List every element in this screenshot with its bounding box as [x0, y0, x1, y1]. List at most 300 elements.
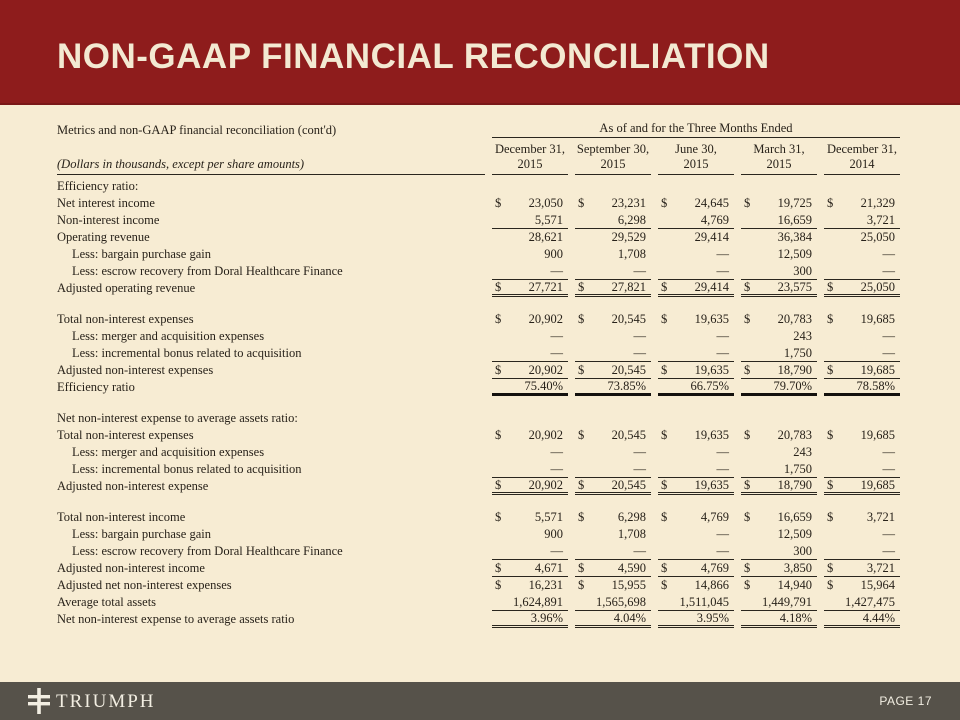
value-cell [492, 379, 568, 396]
cell-value: 1,750 [783, 346, 812, 360]
value-cell [824, 543, 900, 560]
value-cell [575, 560, 651, 577]
value-cell [741, 195, 817, 212]
cell-value: 3,850 [783, 561, 812, 575]
cell-value: 20,902 [528, 428, 563, 442]
table-row [57, 594, 903, 611]
currency-symbol: $ [744, 196, 751, 210]
table-row [57, 461, 903, 478]
currency-symbol: $ [744, 428, 751, 442]
currency-symbol: $ [495, 280, 502, 294]
table-row [57, 280, 903, 297]
cell-value: 23,050 [528, 196, 563, 210]
cell-value: 1,708 [617, 247, 646, 261]
cell-value: 19,685 [860, 363, 895, 377]
currency-symbol: $ [578, 510, 585, 524]
value-cell [492, 195, 568, 212]
currency-symbol: $ [827, 561, 834, 575]
cell-value: 15,964 [860, 578, 895, 592]
value-cell [741, 560, 817, 577]
currency-symbol: $ [827, 478, 834, 492]
cell-value: 243 [793, 329, 812, 343]
cell-value: 4,590 [617, 561, 646, 575]
row-label: Adjusted operating revenue [57, 281, 196, 295]
value-cell [741, 509, 817, 526]
value-cell [658, 311, 734, 328]
cell-value: — [633, 462, 646, 476]
value-cell [658, 577, 734, 594]
currency-symbol: $ [495, 196, 502, 210]
value-cell [658, 229, 734, 246]
cell-value: 4,769 [700, 213, 729, 227]
row-label: Less: incremental bonus related to acquisition [72, 462, 302, 476]
currency-symbol: $ [578, 561, 585, 575]
value-cell [824, 379, 900, 396]
currency-symbol: $ [744, 561, 751, 575]
cell-value: 79.70% [773, 379, 812, 393]
cell-value: — [550, 544, 563, 558]
cell-value: — [716, 527, 729, 541]
value-cell [492, 444, 568, 461]
value-cell [658, 379, 734, 396]
cell-value: 3,721 [866, 561, 895, 575]
value-cell [741, 379, 817, 396]
value-cell [575, 212, 651, 229]
cell-value: 24,645 [694, 196, 729, 210]
cell-value: 4,671 [534, 561, 563, 575]
cell-value: 19,635 [694, 428, 729, 442]
currency-symbol: $ [661, 578, 668, 592]
cell-value: 75.40% [524, 379, 563, 393]
value-cell [492, 526, 568, 543]
cell-value: — [550, 445, 563, 459]
value-cell [658, 444, 734, 461]
cell-value: 20,783 [777, 428, 812, 442]
brand-logo [28, 688, 156, 714]
currency-symbol: $ [661, 510, 668, 524]
table-header-row-2 [57, 138, 903, 175]
cell-value: 1,708 [617, 527, 646, 541]
value-cell [658, 509, 734, 526]
value-cell [575, 577, 651, 594]
value-cell [824, 246, 900, 263]
currency-symbol: $ [827, 578, 834, 592]
currency-symbol: $ [661, 312, 668, 326]
cell-value: — [550, 462, 563, 476]
value-cell [658, 543, 734, 560]
cell-value: — [716, 462, 729, 476]
value-cell [658, 212, 734, 229]
value-cell [741, 311, 817, 328]
cell-value: 6,298 [617, 213, 646, 227]
column-header: December 31, 2014 [824, 142, 900, 175]
value-cell [575, 362, 651, 379]
cell-value: 18,790 [777, 478, 812, 492]
currency-symbol: $ [495, 428, 502, 442]
table-row [57, 611, 903, 628]
value-cell [741, 461, 817, 478]
value-cell [741, 444, 817, 461]
cell-value: 19,635 [694, 478, 729, 492]
cell-value: — [716, 445, 729, 459]
currency-symbol: $ [578, 312, 585, 326]
cell-value: — [633, 329, 646, 343]
cell-value: 19,685 [860, 428, 895, 442]
row-label: Total non-interest expenses [57, 428, 194, 442]
row-spacer [57, 396, 903, 410]
cell-value: 1,449,791 [762, 595, 812, 609]
value-cell [658, 611, 734, 628]
cell-value: 25,050 [860, 230, 895, 244]
cell-value: 19,685 [860, 478, 895, 492]
value-cell [658, 195, 734, 212]
value-cell [575, 246, 651, 263]
cell-value: 18,790 [777, 363, 812, 377]
value-cell [741, 611, 817, 628]
value-cell [492, 560, 568, 577]
cell-value: 27,821 [611, 280, 646, 294]
currency-symbol: $ [661, 561, 668, 575]
cell-value: 20,902 [528, 478, 563, 492]
value-cell [824, 427, 900, 444]
currency-symbol: $ [495, 561, 502, 575]
currency-symbol: $ [495, 312, 502, 326]
cell-value: 3,721 [866, 213, 895, 227]
value-cell [658, 594, 734, 611]
currency-symbol: $ [578, 478, 585, 492]
cell-value: 3,721 [866, 510, 895, 524]
value-cell [824, 577, 900, 594]
value-cell [492, 577, 568, 594]
currency-symbol: $ [827, 510, 834, 524]
value-cell [741, 427, 817, 444]
value-cell [575, 379, 651, 396]
value-cell [575, 461, 651, 478]
value-cell [492, 427, 568, 444]
value-cell [575, 263, 651, 280]
value-cell [824, 509, 900, 526]
cell-value: 300 [793, 544, 812, 558]
cell-value: 14,866 [694, 578, 729, 592]
cell-value: — [716, 346, 729, 360]
cell-value: — [716, 544, 729, 558]
cell-value: 6,298 [617, 510, 646, 524]
currency-symbol: $ [578, 578, 585, 592]
row-label: Adjusted non-interest income [57, 561, 205, 575]
value-cell [658, 461, 734, 478]
row-label: Adjusted non-interest expenses [57, 363, 214, 377]
cell-value: 19,725 [777, 196, 812, 210]
cell-value: 19,685 [860, 312, 895, 326]
value-cell [658, 246, 734, 263]
cell-value: 1,565,698 [596, 595, 646, 609]
cell-value: — [882, 247, 895, 261]
row-label: Less: merger and acquisition expenses [72, 445, 265, 459]
value-cell [575, 345, 651, 362]
currency-symbol: $ [827, 196, 834, 210]
cell-value: — [882, 544, 895, 558]
cell-value: — [882, 445, 895, 459]
table-row [57, 379, 903, 396]
cell-value: 78.58% [856, 379, 895, 393]
value-cell [492, 362, 568, 379]
row-label: Non-interest income [57, 213, 160, 227]
value-cell [824, 444, 900, 461]
value-cell [824, 461, 900, 478]
cell-value: 20,783 [777, 312, 812, 326]
cell-value: 5,571 [534, 213, 563, 227]
table-caption: Metrics and non-GAAP financial reconciliation (cont'd) [57, 123, 337, 137]
value-cell [575, 594, 651, 611]
cell-value: 36,384 [777, 230, 812, 244]
value-cell [824, 263, 900, 280]
currency-symbol: $ [744, 280, 751, 294]
cell-value: 20,545 [611, 428, 646, 442]
value-cell [492, 229, 568, 246]
cell-value: 12,509 [777, 527, 812, 541]
triumph-cross-icon [28, 688, 50, 714]
cell-value: 29,529 [611, 230, 646, 244]
currency-symbol: $ [827, 312, 834, 326]
cell-value: 20,545 [611, 363, 646, 377]
cell-value: 16,659 [777, 213, 812, 227]
value-cell [824, 611, 900, 628]
cell-value: — [716, 264, 729, 278]
value-cell [824, 328, 900, 345]
cell-value: 23,231 [611, 196, 646, 210]
cell-value: 1,750 [783, 462, 812, 476]
value-cell [741, 212, 817, 229]
currency-symbol: $ [744, 312, 751, 326]
cell-value: — [633, 544, 646, 558]
value-cell [824, 594, 900, 611]
cell-value: 23,575 [777, 280, 812, 294]
value-cell [824, 478, 900, 495]
value-cell [658, 478, 734, 495]
cell-value: 4.44% [862, 611, 895, 625]
value-cell [741, 263, 817, 280]
value-cell [575, 509, 651, 526]
value-cell [575, 427, 651, 444]
cell-value: 19,635 [694, 312, 729, 326]
cell-value: 243 [793, 445, 812, 459]
currency-symbol: $ [744, 363, 751, 377]
value-cell [658, 560, 734, 577]
cell-value: 4.04% [613, 611, 646, 625]
value-cell [824, 362, 900, 379]
row-label: Less: merger and acquisition expenses [72, 329, 265, 343]
value-cell [658, 362, 734, 379]
cell-value: 28,621 [528, 230, 563, 244]
currency-symbol: $ [827, 363, 834, 377]
brand-name: TRIUMPH [56, 690, 156, 712]
footer-bar [0, 682, 960, 720]
slide-title: NON-GAAP FINANCIAL RECONCILIATION [57, 36, 770, 76]
value-cell [492, 345, 568, 362]
row-label: Total non-interest expenses [57, 312, 194, 326]
table-row [57, 560, 903, 577]
value-cell [658, 280, 734, 297]
table-row [57, 478, 903, 495]
cell-value: — [633, 264, 646, 278]
value-cell [824, 560, 900, 577]
section-row [57, 178, 903, 195]
cell-value: 66.75% [690, 379, 729, 393]
table-row [57, 509, 903, 526]
column-header: December 31, 2015 [492, 142, 568, 175]
value-cell [824, 212, 900, 229]
cell-value: 300 [793, 264, 812, 278]
value-cell [492, 611, 568, 628]
currency-symbol: $ [744, 478, 751, 492]
cell-value: 900 [544, 247, 563, 261]
row-label: Adjusted non-interest expense [57, 479, 209, 493]
currency-symbol: $ [661, 363, 668, 377]
units-note: (Dollars in thousands, except per share amounts) [57, 156, 485, 175]
value-cell [658, 263, 734, 280]
currency-symbol: $ [744, 510, 751, 524]
table-row [57, 246, 903, 263]
row-label: Adjusted net non-interest expenses [57, 578, 232, 592]
value-cell [824, 526, 900, 543]
cell-value: 15,955 [611, 578, 646, 592]
row-spacer [57, 297, 903, 311]
currency-symbol: $ [661, 478, 668, 492]
value-cell [575, 526, 651, 543]
table-row [57, 263, 903, 280]
cell-value: — [882, 346, 895, 360]
cell-value: 29,414 [694, 230, 729, 244]
cell-value: 20,902 [528, 312, 563, 326]
row-label: Efficiency ratio [57, 380, 135, 394]
value-cell [492, 280, 568, 297]
value-cell [492, 478, 568, 495]
cell-value: — [716, 247, 729, 261]
cell-value: — [882, 264, 895, 278]
currency-symbol: $ [578, 363, 585, 377]
row-label: Average total assets [57, 595, 157, 609]
currency-symbol: $ [578, 428, 585, 442]
cell-value: 3.95% [696, 611, 729, 625]
value-cell [492, 461, 568, 478]
currency-symbol: $ [578, 280, 585, 294]
financial-table [57, 118, 903, 628]
value-cell [492, 263, 568, 280]
column-header: March 31, 2015 [741, 142, 817, 175]
cell-value: — [633, 346, 646, 360]
value-cell [741, 577, 817, 594]
cell-value: 4,769 [700, 561, 729, 575]
table-header-row-1 [57, 118, 903, 138]
value-cell [741, 328, 817, 345]
cell-value: 16,231 [528, 578, 563, 592]
currency-symbol: $ [661, 428, 668, 442]
currency-symbol: $ [495, 578, 502, 592]
table-row [57, 543, 903, 560]
value-cell [741, 280, 817, 297]
cell-value: 21,329 [860, 196, 895, 210]
value-cell [492, 509, 568, 526]
value-cell [575, 311, 651, 328]
value-cell [741, 478, 817, 495]
value-cell [824, 345, 900, 362]
table-row [57, 311, 903, 328]
value-cell [824, 195, 900, 212]
currency-symbol: $ [827, 428, 834, 442]
table-row [57, 362, 903, 379]
cell-value: 19,635 [694, 363, 729, 377]
value-cell [658, 328, 734, 345]
value-cell [575, 478, 651, 495]
cell-value: — [550, 346, 563, 360]
table-row [57, 444, 903, 461]
currency-symbol: $ [495, 363, 502, 377]
cell-value: 900 [544, 527, 563, 541]
value-cell [824, 280, 900, 297]
cell-value: 20,545 [611, 478, 646, 492]
row-label: Total non-interest income [57, 510, 186, 524]
value-cell [741, 345, 817, 362]
currency-symbol: $ [495, 510, 502, 524]
value-cell [824, 229, 900, 246]
title-banner [0, 0, 960, 105]
value-cell [575, 328, 651, 345]
period-header: As of and for the Three Months Ended [492, 120, 900, 138]
table-row [57, 212, 903, 229]
row-label: Less: escrow recovery from Doral Healthcare Finance [72, 264, 343, 278]
value-cell [492, 543, 568, 560]
currency-symbol: $ [495, 478, 502, 492]
value-cell [658, 526, 734, 543]
row-spacer [57, 495, 903, 509]
value-cell [575, 195, 651, 212]
row-label: Efficiency ratio: [57, 179, 139, 193]
currency-symbol: $ [827, 280, 834, 294]
section-row [57, 410, 903, 427]
table-row [57, 229, 903, 246]
value-cell [658, 345, 734, 362]
value-cell [741, 594, 817, 611]
row-label: Less: bargain purchase gain [72, 247, 211, 261]
value-cell [741, 246, 817, 263]
value-cell [575, 611, 651, 628]
row-label: Net non-interest expense to average assets ratio: [57, 411, 298, 425]
value-cell [492, 246, 568, 263]
cell-value: 4,769 [700, 510, 729, 524]
cell-value: 4.18% [779, 611, 812, 625]
row-label: Less: escrow recovery from Doral Healthcare Finance [72, 544, 343, 558]
cell-value: 20,902 [528, 363, 563, 377]
table-row [57, 577, 903, 594]
value-cell [741, 362, 817, 379]
cell-value: 3.96% [530, 611, 563, 625]
currency-symbol: $ [661, 280, 668, 294]
row-label: Net non-interest expense to average assets ratio [57, 612, 295, 626]
value-cell [575, 229, 651, 246]
page-number: PAGE 17 [879, 694, 932, 708]
cell-value: — [633, 445, 646, 459]
cell-value: — [550, 329, 563, 343]
cell-value: 1,427,475 [845, 595, 895, 609]
cell-value: 14,940 [777, 578, 812, 592]
value-cell [741, 229, 817, 246]
cell-value: 73.85% [607, 379, 646, 393]
currency-symbol: $ [578, 196, 585, 210]
value-cell [575, 444, 651, 461]
row-label: Less: bargain purchase gain [72, 527, 211, 541]
cell-value: 1,511,045 [679, 595, 729, 609]
row-label: Less: incremental bonus related to acquisition [72, 346, 302, 360]
